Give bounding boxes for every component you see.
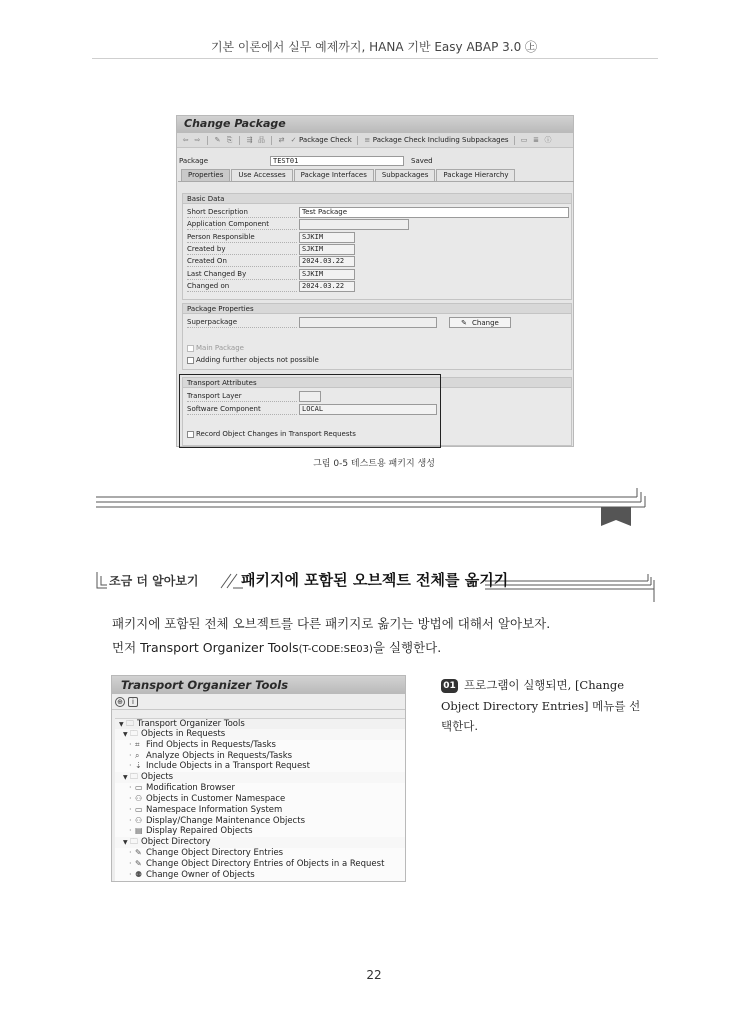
bullet-icon: · [129,761,132,771]
package-status: Saved [411,157,433,165]
created-on-value: 2024.03.22 [299,256,355,267]
change-button[interactable] [449,317,511,328]
toolbar-separator [239,136,240,145]
folder-icon: 🗀 [130,772,138,782]
software-component-input[interactable]: LOCAL [299,404,437,415]
tcode-text: (T-CODE:SE03) [298,644,373,655]
bullet-icon: · [129,793,132,803]
page-number: 22 [366,968,382,982]
tree-item[interactable] [115,761,405,772]
created-by-label: Created by [187,245,297,255]
tab-strip [181,169,516,181]
other-object-icon[interactable]: ⎘ [226,136,233,144]
transport-organizer-screenshot [111,675,406,882]
tree-label: Objects in Requests [141,728,226,739]
expand-toggle-icon[interactable]: ▼ [123,839,128,847]
main-package-label: Main Package [196,344,244,352]
person-responsible-row [187,232,567,243]
expand-toggle-icon[interactable]: ▼ [123,774,128,782]
basic-data-group [182,193,572,300]
section-label-text: 조금 더 알아보기 [109,574,199,588]
bullet-icon: · [129,815,132,825]
section-title: 패키지에 포함된 오브젝트 전체를 옮기기 [241,571,509,589]
check-icon: ✓ [290,136,297,144]
tree-item[interactable] [115,870,405,881]
tree-folder[interactable] [115,729,405,740]
header-rule [92,58,658,59]
change-package-screenshot [176,115,574,447]
toolbar-separator [271,136,272,145]
superpackage-label: Superpackage [187,318,297,328]
where-used-icon[interactable]: ⇶ [246,136,253,144]
bullet-icon: · [129,869,132,879]
tree-item[interactable] [115,859,405,870]
adding-further-label: Adding further objects not possible [196,356,319,364]
forward-icon[interactable]: ⇨ [194,136,201,144]
step-description [441,675,641,737]
check-subpackages-icon: ≡ [364,136,371,144]
section-heading [95,568,655,602]
running-head: 기본 이론에서 실무 예제까지, HANA 기반 Easy ABAP 3.0 ㊤ [210,40,538,54]
folder-icon: 🗀 [130,728,138,738]
display-change-icon[interactable]: ✎ [214,136,221,144]
step-number: 01 [441,679,458,693]
superpackage-input[interactable] [299,317,437,328]
info-icon[interactable]: ⓘ [544,136,552,144]
namespace-icon: ⚇ [135,793,143,803]
figure-caption: 그림 0-5 테스트용 패키지 생성 [313,459,435,469]
package-label: Package [179,157,209,165]
created-on-label: Created On [187,257,297,267]
repair-icon: ▤ [135,826,143,836]
toolbar-separator [514,136,515,145]
changed-on-label: Changed on [187,282,297,292]
window-icon[interactable]: ▭ [520,136,528,144]
toolbar-separator [357,136,358,145]
paragraph-line-2-b: 을 실행한다. [372,640,442,655]
package-check-button[interactable] [289,136,352,144]
analyze-icon: ⌕ [135,750,140,760]
software-component-label: Software Component [187,405,297,415]
tree-label: Display Repaired Objects [146,826,253,837]
changed-on-value: 2024.03.22 [299,281,355,292]
tree-label: Objects in Customer Namespace [146,793,286,804]
checkbox-icon [187,357,194,364]
bullet-icon: · [129,858,132,868]
monitor-icon: ▭ [135,783,143,793]
change-button-label: Change [472,318,499,327]
record-changes-label: Record Object Changes in Transport Requests [196,430,356,438]
window-title: Change Package [177,116,573,133]
tree-item[interactable] [115,805,405,816]
tree-label: Objects [141,772,174,783]
monitor-icon: ▭ [135,804,143,814]
tree-folder[interactable] [115,837,405,848]
documentation-icon[interactable]: ≣ [533,136,539,144]
tree-label: Transport Organizer Tools [137,719,245,729]
transport-layer-label: Transport Layer [187,392,297,402]
toolbar-separator [207,136,208,145]
package-field[interactable]: TEST01 [270,156,404,166]
pencil-icon: ✎ [135,848,142,858]
tree-label: Namespace Information System [146,804,283,815]
tree-label: Change Owner of Objects [146,869,255,880]
toolbar [177,133,573,148]
hierarchy-icon[interactable]: 品 [258,136,265,144]
tree-item[interactable] [115,794,405,805]
tree-item[interactable] [115,751,405,762]
changed-on-row [187,281,567,292]
tree-folder[interactable] [115,772,405,783]
pencil-icon: ✎ [135,858,142,868]
tree-label: Change Object Directory Entries [146,848,284,859]
window-title: Transport Organizer Tools [112,676,405,694]
superpackage-row [187,317,567,328]
bullet-icon: · [129,739,132,749]
tree-label: Change Object Directory Entries of Objects in a Request [146,858,385,869]
folder-icon: 🗀 [130,837,138,847]
short-description-input[interactable]: Test Package [299,207,569,218]
tree-label: Object Directory [141,837,211,848]
paragraph-line-1: 패키지에 포함된 전체 오브젝트를 다른 패키지로 옮기는 방법에 대해서 알아보자. [112,616,551,631]
tree-label: Modification Browser [146,783,235,794]
info-icon[interactable]: i [128,697,138,707]
adding-further-checkbox[interactable] [187,356,319,364]
bullet-icon: · [129,804,132,814]
package-check-label: Package Check [299,136,352,144]
last-changed-by-value: SJKIM [299,269,355,280]
basic-data-header: Basic Data [183,194,571,204]
step-text: 프로그램이 실행되면, [Change Object Directory Entries] 메뉴를 선택한다. [441,678,641,733]
tree-item[interactable] [115,816,405,827]
transport-icon[interactable]: ⇄ [278,136,285,144]
short-description-row [187,207,567,218]
package-check-subpackages-label: Package Check Including Subpackages [372,136,509,144]
namespace-icon: ⚇ [135,815,143,825]
owner-icon: ⚉ [135,869,143,879]
tab-package-hierarchy[interactable]: Package Hierarchy [436,169,515,181]
folder-icon: 🗀 [126,719,134,728]
tree-item[interactable] [115,783,405,794]
toolbar [112,694,405,710]
bullet-icon: · [129,783,132,793]
bullet-icon: · [129,826,132,836]
expand-toggle-icon[interactable]: ▼ [119,721,124,728]
section-divider [0,484,748,532]
tree-label: Display/Change Maintenance Objects [146,815,305,826]
transport-attributes-highlight [179,374,441,448]
tab-package-interfaces[interactable]: Package Interfaces [294,169,374,181]
paragraph-line-2-a: 먼저 Transport Organizer Tools [112,640,299,655]
execute-icon[interactable]: ⊕ [115,697,125,707]
checkbox-icon [187,345,194,352]
application-component-input[interactable] [299,219,409,230]
bullet-icon: · [129,750,132,760]
binoculars-icon: ⌗ [135,739,140,749]
last-changed-by-row [187,269,567,280]
created-by-value: SJKIM [299,244,355,255]
package-properties-group [182,303,572,370]
created-by-row [187,244,567,255]
person-responsible-label: Person Responsible [187,233,297,243]
application-component-row [187,219,567,230]
paragraph-line-2 [112,638,441,656]
tab-subpackages[interactable]: Subpackages [375,169,436,181]
tree-item[interactable] [115,740,405,751]
tool-tree [115,718,405,881]
expand-toggle-icon[interactable]: ▼ [123,730,128,738]
pencil-icon: ✎ [461,318,468,327]
main-package-checkbox[interactable] [187,344,244,352]
back-icon[interactable]: ⇦ [182,136,189,144]
section-label [109,572,199,589]
created-on-row [187,256,567,267]
package-check-subpackages-button[interactable] [363,136,509,144]
bullet-icon: · [129,848,132,858]
package-properties-header: Package Properties [183,304,571,314]
include-icon: ⇣ [135,761,142,771]
last-changed-by-label: Last Changed By [187,270,297,280]
short-description-label: Short Description [187,208,297,218]
tab-properties[interactable]: Properties [181,169,230,181]
tab-use-accesses[interactable]: Use Accesses [231,169,292,181]
tree-label: Include Objects in a Transport Request [146,761,310,772]
tree-item[interactable] [115,848,405,859]
tree-item[interactable] [115,826,405,837]
tree-folder[interactable] [115,718,405,729]
package-row [178,155,574,166]
bookmark-ribbon [601,507,631,526]
tree-label: Find Objects in Requests/Tasks [146,739,276,750]
application-component-label: Application Component [187,220,297,230]
transport-attributes-header: Transport Attributes [183,378,571,388]
person-responsible-value: SJKIM [299,232,355,243]
tree-label: Analyze Objects in Requests/Tasks [146,750,293,761]
